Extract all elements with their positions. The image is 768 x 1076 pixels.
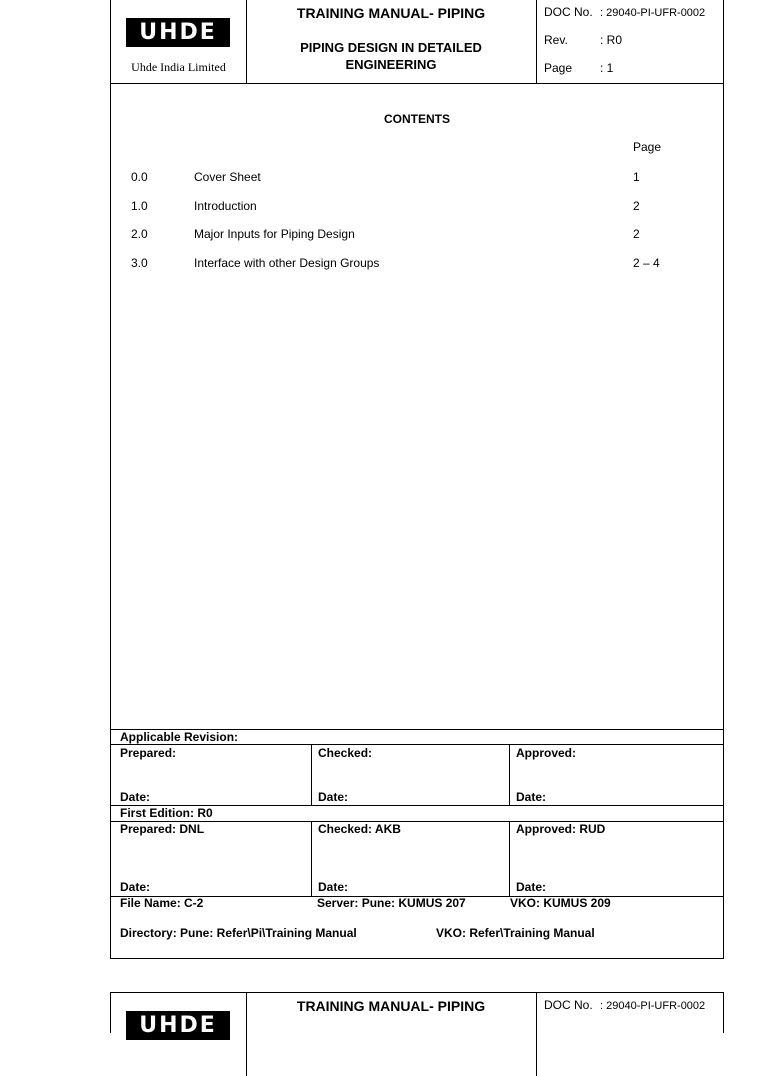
- next-page-preview: [110, 992, 724, 1038]
- divider: [111, 744, 723, 745]
- divider: [509, 744, 510, 805]
- approved-by: Approved: RUD: [516, 822, 606, 836]
- toc-page: 2 – 4: [633, 256, 660, 270]
- document-header: [111, 0, 723, 84]
- toc-number: 2.0: [131, 227, 148, 241]
- doc-no-row: [544, 998, 705, 1012]
- document-title: TRAINING MANUAL- PIPING: [296, 998, 486, 1014]
- toc-page: 1: [633, 170, 640, 184]
- document-page: [110, 0, 724, 959]
- contents-title: CONTENTS: [384, 112, 450, 126]
- contents-page-header: Page: [633, 140, 662, 154]
- page-row: [544, 61, 613, 75]
- divider: [311, 744, 312, 805]
- file-name: File Name: C-2: [120, 896, 204, 910]
- vko-directory-info: VKO: Refer\Training Manual: [436, 926, 595, 940]
- divider: [509, 821, 510, 896]
- date-label: Date:: [516, 880, 547, 894]
- directory-info: Directory: Pune: Refer\Pi\Training Manual: [120, 926, 357, 940]
- rev-row: [544, 33, 622, 47]
- toc-text: Cover Sheet: [194, 170, 261, 184]
- toc-number: 0.0: [131, 170, 148, 184]
- date-label: Date:: [120, 790, 151, 804]
- toc-text: Introduction: [194, 199, 257, 213]
- doc-no-value: : 29040-PI-UFR-0002: [600, 7, 706, 19]
- toc-number: 3.0: [131, 256, 148, 270]
- title-cell: [246, 0, 537, 83]
- logo-cell: [111, 993, 247, 1076]
- vko-server-info: VKO: KUMUS 209: [510, 896, 611, 910]
- checked-by: Checked: AKB: [318, 822, 401, 836]
- doc-no-label: DOC No.: [544, 5, 593, 19]
- meta-cell: [536, 993, 723, 1076]
- page-label: Page: [544, 61, 573, 75]
- toc-text: Major Inputs for Piping Design: [194, 227, 355, 241]
- toc-row: [111, 227, 723, 243]
- toc-page: 2: [633, 199, 640, 213]
- doc-no-label: DOC No.: [544, 998, 593, 1012]
- first-edition-label: First Edition: R0: [120, 806, 213, 820]
- date-label: Date:: [318, 880, 349, 894]
- uhde-logo: UHDE: [126, 18, 230, 47]
- date-label: Date:: [318, 790, 349, 804]
- applicable-revision-label: Applicable Revision:: [120, 730, 239, 744]
- toc-row: [111, 256, 723, 272]
- logo-cell: [111, 0, 247, 83]
- subtitle-line-2: ENGINEERING: [345, 57, 437, 72]
- meta-cell: [536, 0, 723, 83]
- doc-no-row: [544, 5, 705, 19]
- rev-label: Rev.: [544, 33, 568, 47]
- toc-number: 1.0: [131, 199, 148, 213]
- document-title: TRAINING MANUAL- PIPING: [296, 5, 486, 21]
- toc-page: 2: [633, 227, 640, 241]
- toc-row: [111, 199, 723, 215]
- title-cell: [246, 993, 537, 1076]
- subtitle-line-1: PIPING DESIGN IN DETAILED: [300, 40, 482, 55]
- date-label: Date:: [120, 880, 151, 894]
- uhde-logo: UHDE: [126, 1011, 230, 1040]
- approved-label: Approved:: [516, 746, 576, 760]
- page-value: : 1: [600, 61, 614, 75]
- prepared-label: Prepared:: [120, 746, 177, 760]
- prepared-by: Prepared: DNL: [120, 822, 205, 836]
- toc-text: Interface with other Design Groups: [194, 256, 380, 270]
- next-page-header: [111, 993, 723, 1076]
- rev-value: : R0: [600, 33, 623, 47]
- server-info: Server: Pune: KUMUS 207: [317, 896, 466, 910]
- revision-footer: [111, 729, 723, 959]
- document-subtitle: [246, 39, 536, 73]
- checked-label: Checked:: [318, 746, 373, 760]
- divider: [311, 821, 312, 896]
- doc-no-value: : 29040-PI-UFR-0002: [600, 1000, 706, 1012]
- company-name: Uhde India Limited: [131, 60, 226, 74]
- toc-row: [111, 170, 723, 186]
- date-label: Date:: [516, 790, 547, 804]
